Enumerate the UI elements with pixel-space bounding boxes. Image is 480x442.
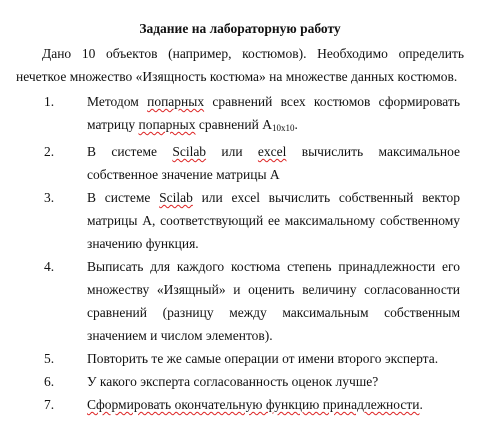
task-text-fragment: У какого эксперта согласованность оценок лучше? — [87, 374, 379, 389]
task-number: 4. — [44, 259, 55, 274]
task-number: 1. — [44, 94, 55, 109]
spellcheck-flagged-text: Scilab — [159, 190, 193, 205]
spellcheck-flagged-text: попарных — [138, 117, 196, 132]
document-title: Задание на лабораторную работу — [139, 21, 341, 36]
task-item — [16, 186, 464, 255]
task-item — [16, 90, 464, 140]
task-number: 3. — [44, 190, 55, 205]
task-item — [16, 370, 464, 393]
task-text — [87, 370, 464, 393]
task-item — [16, 393, 464, 416]
task-item — [16, 347, 464, 370]
spellcheck-flagged-text: Сформировать окончательную функцию принадлежности — [87, 397, 420, 412]
task-text-fragment: В системе — [87, 144, 173, 159]
task-text — [87, 140, 464, 186]
intro-paragraph: Дано 10 объектов (например, костюмов). Необходимо определить нечеткое множество «Изящность костюма» на множестве данных костюмов. — [16, 46, 464, 84]
matrix-size-subscript: 10x10 — [271, 123, 295, 133]
task-text-fragment: сравнений всех костюмов сформировать матрицу — [87, 94, 460, 132]
task-number: 6. — [44, 374, 55, 389]
task-text-fragment: вычислить максимальное собственное значение матрицы A — [87, 144, 461, 182]
task-text-fragment: или excel вычислить собственный вектор матрицы A, соответствующий ее максимальному собственному значению функция. — [87, 190, 461, 251]
task-text-fragment: Повторить те же самые операции от имени второго эксперта. — [87, 351, 439, 366]
task-text — [87, 90, 464, 140]
task-text-fragment: В системе — [87, 190, 160, 205]
task-number: 5. — [44, 351, 55, 366]
task-text-fragment: или — [206, 144, 258, 159]
task-item — [16, 140, 464, 186]
task-text-fragment: . — [419, 397, 423, 412]
spellcheck-flagged-text: попарных — [147, 94, 205, 109]
task-text-fragment: сравнений A — [195, 117, 272, 132]
spellcheck-flagged-text: Scilab — [172, 144, 207, 159]
task-text — [87, 347, 464, 370]
task-text-fragment: Выписать для каждого костюма степень принадлежности его множеству «Изящный» и оценить величину согласованности сравнений (разницу между максимальным собственным значением и числом элементов). — [87, 259, 460, 343]
task-text — [87, 255, 464, 347]
spellcheck-flagged-text: excel — [257, 144, 287, 159]
task-text — [87, 186, 464, 255]
task-number: 7. — [44, 397, 55, 412]
task-list — [16, 90, 464, 416]
task-text — [87, 393, 464, 416]
task-text-fragment: Методом — [87, 94, 148, 109]
task-number: 2. — [44, 144, 55, 159]
task-item — [16, 255, 464, 347]
task-text-fragment: . — [294, 117, 298, 132]
